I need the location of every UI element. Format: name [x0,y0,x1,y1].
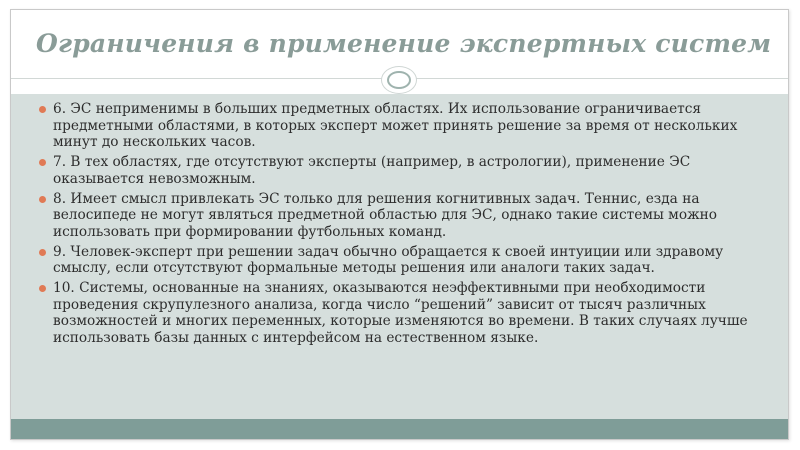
content-area [11,94,788,419]
list-item [39,280,769,347]
bullet-list [39,101,769,350]
bullet-icon [39,285,46,292]
list-item-text: 6. ЭС неприменимы в больших предметных областях. Их использование ограничивается предметными областями, в которых эксперт может принять решение за время от нескольких минут до нескольких часов. [53,101,738,151]
bullet-icon [39,159,46,166]
bullet-icon [39,196,46,203]
list-item-text: 9. Человек-эксперт при решении задач обычно обращается к своей интуиции или здравому смыслу, если отсутствуют формальные методы решения или аналоги таких задач. [53,243,724,277]
list-item [39,191,769,241]
list-item-text: 7. В тех областях, где отсутствуют эксперты (например, в астрологии), применение ЭС оказывается невозможным. [53,154,691,187]
list-item [39,101,769,151]
list-item [39,154,769,187]
list-item-text: 8. Имеет смысл привлекать ЭС только для решения когнитивных задач. Теннис, езда на велосипеде не могут являться предметной областью для ЭС, однако такие системы можно использовать при формировании футбольных команд. [53,190,718,240]
footer-bar [11,419,788,439]
slide-title: Ограничения в применение экспертных систем [36,29,772,58]
bullet-icon [39,106,46,113]
list-item [39,244,769,277]
circle-ornament-icon [381,66,417,94]
bullet-icon [39,249,46,256]
ornament-ring [387,71,411,89]
list-item-text: 10. Системы, основанные на знаниях, оказываются неэффективными при необходимости проведения скрупулезного анализа, когда число “решений” зависит от тысяч различных возможностей и многих переменных, которые изменяются во времени. В таких случаях лучше использовать базы данных с интерфейсом на естественном языке. [53,280,748,347]
